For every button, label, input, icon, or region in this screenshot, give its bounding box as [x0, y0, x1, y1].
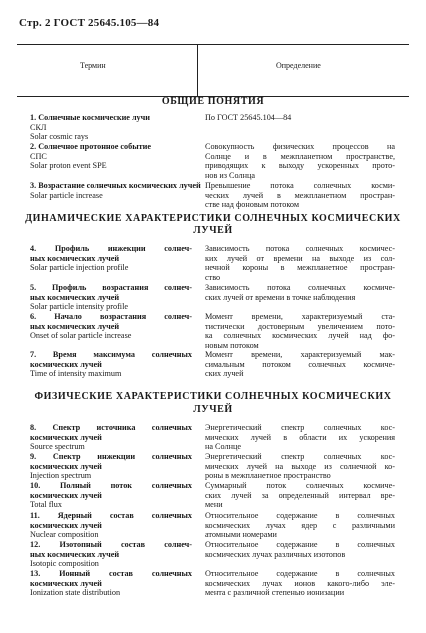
- definition-1: [205, 113, 395, 123]
- term-english: Injection spectrum: [30, 471, 92, 481]
- column-header-term: Термин: [80, 61, 106, 70]
- definition-line: Зависимость потока солнечных космиче-: [205, 283, 395, 292]
- definition-line: Превышение потока солнечных косми-: [205, 181, 395, 190]
- term-title: 13. Ионный состав солнечных: [30, 569, 192, 578]
- term-title: 10. Полный поток солнечных: [30, 481, 192, 490]
- term-english: Time of intensity maximum: [30, 369, 122, 379]
- term-title: 7. Время максимума солнечных: [30, 350, 192, 359]
- term-10: [30, 481, 192, 510]
- definition-4: [205, 244, 395, 282]
- definition-line: Совокупность физических процессов на: [205, 142, 395, 151]
- definition-line: нов из Солнца: [205, 170, 255, 180]
- term-2: [30, 142, 192, 171]
- term-english: Solar proton event SPE: [30, 161, 107, 171]
- term-title: 1. Солнечные космические лучи: [30, 113, 150, 122]
- page-header: Стр. 2 ГОСТ 25645.105—84: [19, 17, 160, 29]
- term-abbr: СКЛ: [30, 122, 47, 132]
- term-11: [30, 511, 192, 540]
- term-title: космических лучей: [30, 359, 102, 369]
- section-title-general: ОБЩИЕ ПОНЯТИЯ: [161, 96, 265, 107]
- term-title: 3. Возрастание солнечных космических лучей: [30, 181, 201, 190]
- definition-5: [205, 283, 395, 302]
- term-english: Source spectrum: [30, 442, 85, 452]
- definition-2: [205, 142, 395, 180]
- definition-line: Относительное содержание в солнечных: [205, 540, 395, 549]
- definition-line: космических лучах ядер с различными: [205, 520, 395, 530]
- column-divider: [197, 44, 198, 96]
- definition-13: [205, 569, 395, 598]
- definition-6: [205, 312, 395, 350]
- definition-line: мента с различной степенью ионизации: [205, 588, 345, 598]
- term-title: 4. Профиль инжекции солнеч-: [30, 244, 192, 253]
- term-english: Ionization state distribution: [30, 588, 121, 598]
- definition-line: ка солнечных космических лучей над фо-: [205, 331, 395, 341]
- term-title: космических лучей: [30, 578, 102, 588]
- definition-line: стве над фоновым потоком: [205, 200, 300, 210]
- definition-line: Суммарный поток солнечных космиче-: [205, 481, 395, 490]
- definition-line: атомными номерами: [205, 530, 277, 540]
- definition-line: Энергетический спектр солнечных кос-: [205, 423, 395, 432]
- term-3: [30, 181, 201, 200]
- section-title-line: ЛУЧЕЙ: [193, 225, 233, 236]
- definition-line: космических лучах ионов какого-либо эле-: [205, 578, 395, 588]
- term-title: ных космических лучей: [30, 292, 120, 302]
- term-title: ных космических лучей: [30, 549, 120, 559]
- term-7: [30, 350, 192, 379]
- term-title: 9. Спектр инжекции солнечных: [30, 452, 192, 461]
- definition-line: Энергетический спектр солнечных кос-: [205, 452, 395, 461]
- definition-line: космических лучах различных изотопов: [205, 549, 346, 559]
- definition-line: на Солнце: [205, 442, 241, 452]
- term-5: [30, 283, 192, 312]
- top-rule: [17, 44, 409, 45]
- definition-line: мических лучей на выходе из солнечной ко-: [205, 461, 395, 471]
- term-title: 2. Солнечное протонное событие: [30, 142, 151, 151]
- definition-line: Момент времени, характеризуемый ста-: [205, 312, 395, 321]
- definition-line: Относительное содержание в солнечных: [205, 569, 395, 578]
- definition-line: приводящих к выходу ускоренных прото-: [205, 161, 395, 171]
- definition-8: [205, 423, 395, 452]
- definition-line: ских лучей за определенный интервал вре-: [205, 490, 395, 500]
- definition-11: [205, 511, 395, 540]
- definition-line: новым потоком: [205, 340, 259, 350]
- definition-line: Солнце и в межпланетном пространстве,: [205, 151, 395, 161]
- term-12: [30, 540, 192, 569]
- definition-line: мических лучей в области их ускорения: [205, 432, 395, 442]
- term-1: [30, 113, 192, 142]
- section-title-line: ДИНАМИЧЕСКИЕ ХАРАКТЕРИСТИКИ СОЛНЕЧНЫХ КОСМИЧЕСКИХ: [25, 213, 401, 224]
- section-title-dynamic: [0, 213, 426, 237]
- term-title: космических лучей: [30, 461, 102, 471]
- term-title: 11. Ядерный состав солнечных: [30, 511, 192, 520]
- definition-3: [205, 181, 395, 210]
- section-title-line: ЛУЧЕЙ: [193, 404, 233, 415]
- term-8: [30, 423, 192, 452]
- definition-line: мени: [205, 500, 223, 510]
- term-abbr: СПС: [30, 151, 47, 161]
- definition-line: тистически достоверным увеличением пото-: [205, 321, 395, 331]
- definition-7: [205, 350, 395, 379]
- term-title: космических лучей: [30, 520, 102, 530]
- term-title: космических лучей: [30, 490, 102, 500]
- definition-line: симальным потоком солнечных космиче-: [205, 359, 395, 369]
- definition-9: [205, 452, 395, 481]
- definition-line: ких лучей от времени на выходе из сол-: [205, 253, 395, 263]
- term-title: ных космических лучей: [30, 253, 120, 263]
- term-4: [30, 244, 192, 273]
- term-title: 5. Профиль возрастания солнеч-: [30, 283, 192, 292]
- definition-10: [205, 481, 395, 510]
- term-title: 8. Спектр источника солнечных: [30, 423, 192, 432]
- definition-line: ческих лучей в межпланетном простран-: [205, 190, 395, 200]
- term-13: [30, 569, 192, 598]
- term-english: Solar particle injection profile: [30, 263, 129, 273]
- definition-line: ских лучей от времени в точке наблюдения: [205, 292, 356, 302]
- term-english: Solar cosmic rays: [30, 132, 89, 142]
- term-english: Nuclear composition: [30, 530, 99, 540]
- definition-line: ских лучей: [205, 369, 244, 379]
- term-title: 12. Изотопный состав солнеч-: [30, 540, 192, 549]
- term-title: ных космических лучей: [30, 321, 120, 331]
- term-title: космических лучей: [30, 432, 102, 442]
- definition-12: [205, 540, 395, 559]
- term-english: Onset of solar particle increase: [30, 331, 132, 341]
- definition-line: Зависимость потока солнечных космичес-: [205, 244, 395, 253]
- definition-line: ство: [205, 272, 221, 282]
- term-english: Solar particle intensity profile: [30, 302, 128, 312]
- column-header-definition: Определение: [276, 61, 321, 70]
- definition-line: По ГОСТ 25645.104—84: [205, 113, 292, 122]
- term-english: Total flux: [30, 500, 62, 510]
- term-6: [30, 312, 192, 341]
- section-title-physical: [0, 390, 426, 416]
- definition-line: Момент времени, характеризуемый мак-: [205, 350, 395, 359]
- term-english: Isotopic composition: [30, 559, 99, 569]
- section-title-line: ФИЗИЧЕСКИЕ ХАРАКТЕРИСТИКИ СОЛНЕЧНЫХ КОСМИЧЕСКИХ: [34, 391, 392, 402]
- term-title: 6. Начало возрастания солнеч-: [30, 312, 192, 321]
- term-english: Solar particle increase: [30, 190, 103, 200]
- definition-line: нечной короны в межпланетное простран-: [205, 263, 395, 273]
- definition-line: роны в межпланетное пространство: [205, 471, 331, 481]
- definition-line: Относительное содержание в солнечных: [205, 511, 395, 520]
- term-9: [30, 452, 192, 481]
